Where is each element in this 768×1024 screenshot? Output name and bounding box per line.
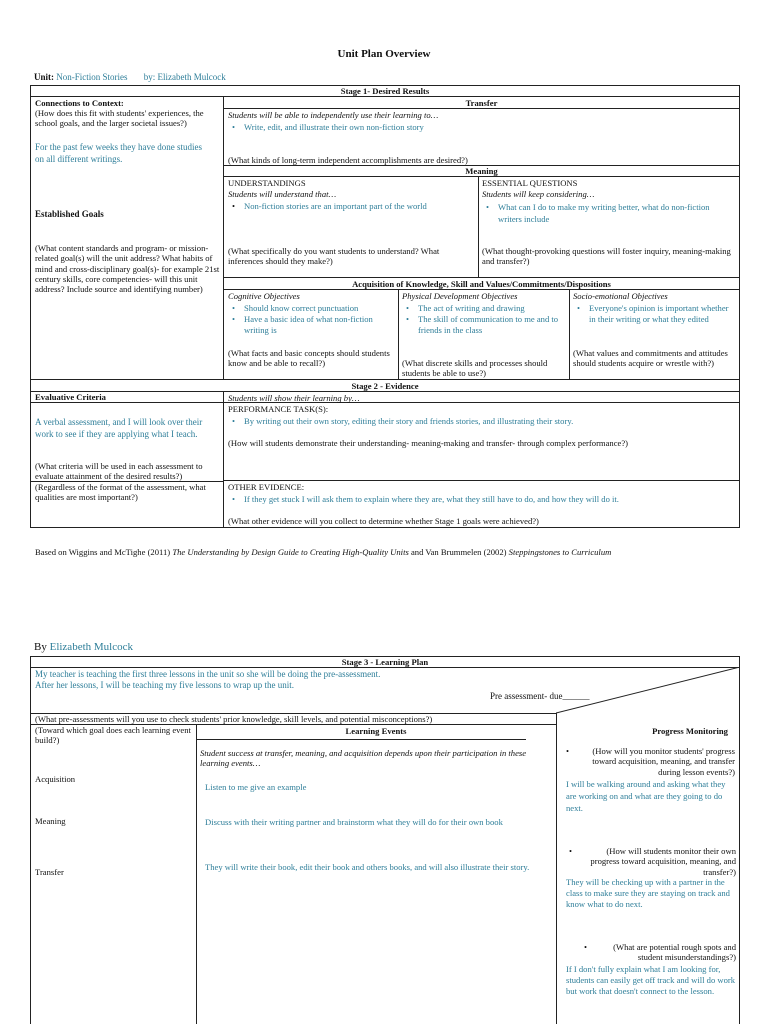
list-item: • The skill of communication to me and to friends in the class (402, 314, 567, 336)
show-intro: Students will show their learning by… (228, 393, 360, 403)
understandings-list (228, 201, 474, 211)
other-evidence-list (228, 494, 736, 504)
list-item: • (What are potential rough spots and student misunderstandings?) (580, 942, 736, 963)
acquisition-label: Acquisition (35, 774, 76, 784)
page2-author (34, 641, 133, 653)
eq-title: ESSENTIAL QUESTIONS (482, 178, 578, 188)
understandings-prompt: (What specifically do you want students to understand? What inferences should they make?) (228, 246, 440, 267)
author-name: Elizabeth Mulcock (49, 641, 133, 653)
stage2-header: Stage 2 - Evidence (351, 381, 419, 391)
citation-part: Based on Wiggins and McTighe (2011) (35, 547, 171, 557)
socio-prompt: (What values and commitments and attitudes should students acquire or wrestle with?) (573, 348, 728, 369)
transfer-list (228, 122, 728, 132)
citation-part: and Van Brummelen (2002) (410, 547, 507, 557)
physical-list (402, 303, 567, 336)
stage1-header: Stage 1- Desired Results (340, 86, 430, 96)
physical-title: Physical Development Objectives (402, 291, 518, 301)
pm-answer-2: They will be checking up with a partner in the class to make sure they are staying on track and know what to do next. (566, 877, 730, 909)
connections-prompt: (How does this fit with students' experiences, the school goals, and the larger societal issues?) (35, 108, 204, 129)
pre-assessment-prompt: (What pre-assessments will you use to check students' prior knowledge, skill levels, and potential misconceptions?) (35, 714, 433, 724)
list-item: • If they get stuck I will ask them to explain where they are, what they still have to do, and how they will do it. (228, 494, 736, 504)
list-item: • Have a basic idea of what non-fiction writing is (228, 314, 396, 336)
cognitive-list (228, 303, 396, 336)
eq-prompt: (What thought-provoking questions will foster inquiry, meaning-making and transfer?) (482, 246, 731, 267)
list-item: • (How will you monitor students' progress toward acquisition, meaning, and transfer during lesson events?) (562, 746, 735, 777)
pm-question-1 (562, 746, 735, 777)
events-intro: Student success at transfer, meaning, and acquisition depends upon their participation in these learning events… (200, 748, 527, 769)
meaning-header: Meaning (465, 166, 498, 176)
performance-prompt: (How will students demonstrate their understanding- meaning-making and transfer- through complex performance?) (228, 438, 629, 448)
transfer-label: Transfer (35, 867, 64, 877)
list-item: • (How will students monitor their own progress toward acquisition, meaning, and transfer?) (565, 846, 736, 877)
acquisition-header: Acquisition of Knowledge, Skill and Values/Commitments/Dispositions (352, 279, 611, 289)
socio-title: Socio-emotional Objectives (573, 291, 668, 301)
cognitive-title: Cognitive Objectives (228, 291, 300, 301)
pm-question-3 (580, 942, 736, 963)
physical-prompt: (What discrete skills and processes should students be able to use?) (402, 358, 548, 379)
list-item: • The act of writing and drawing (402, 303, 567, 314)
understandings-intro: Students will understand that… (228, 189, 337, 199)
page-title: Unit Plan Overview (337, 48, 431, 60)
cognitive-prompt: (What facts and basic concepts should students know and be able to recall?) (228, 348, 390, 369)
established-goals: Established Goals (35, 209, 104, 219)
list-item: • Non-fiction stories are an important part of the world (228, 201, 474, 211)
meaning-label: Meaning (35, 816, 66, 826)
stage3-header: Stage 3 - Learning Plan (341, 657, 429, 667)
connections-title: Connections to Context: (35, 98, 124, 108)
performance-list (228, 416, 736, 426)
intro-line-1: My teacher is teaching the first three lessons in the unit so she will be doing the pre-assessment. (35, 669, 381, 679)
pre-assessment-due: Pre assessment- due______ (490, 691, 590, 701)
list-item: • Should know correct punctuation (228, 303, 396, 314)
transfer-intro: Students will be able to independently use their learning to… (228, 110, 439, 120)
transfer-event: They will write their book, edit their book and others books, and will also illustrate their story. (205, 862, 530, 872)
unit-value: Non-Fiction Stories (56, 72, 128, 82)
pm-question-2 (565, 846, 736, 877)
list-item: • Everyone's opinion is important whether in their writing or what they edited (573, 303, 737, 325)
unit-line (34, 72, 226, 83)
by-label: By (34, 641, 47, 653)
intro-line-2: After her lessons, I will be teaching my five lessons to wrap up the unit. (35, 680, 294, 690)
citation-book-1: The Understanding by Design Guide to Creating High-Quality Units (172, 547, 409, 557)
learning-events-header: Learning Events (345, 726, 407, 736)
eq-intro: Students will keep considering… (482, 189, 595, 199)
list-item: • What can I do to make my writing better, what do non-fiction writers include (482, 201, 722, 225)
left-column-prompt: (Toward which goal does each learning event build?) (35, 725, 191, 746)
list-item: • Write, edit, and illustrate their own non-fiction story (228, 122, 728, 132)
performance-title: PERFORMANCE TASK(S): (228, 404, 329, 414)
goals-prompt: (What content standards and program- or mission-related goal(s) will the unit address? What habits of mind and cross-disciplinary goal(s)- for example 21st century skills, core competencies- will this unit address? Include source and identifying number) (35, 243, 220, 295)
citation (35, 547, 755, 557)
other-evidence-title: OTHER EVIDENCE: (228, 482, 305, 492)
unit-author: by: Elizabeth Mulcock (143, 72, 226, 82)
understandings-title: UNDERSTANDINGS (228, 178, 306, 188)
citation-book-2: Steppingstones to Curriculum (508, 547, 612, 557)
evaluative-title: Evaluative Criteria (35, 392, 106, 402)
other-evidence-prompt: (What other evidence will you collect to determine whether Stage 1 goals were achieved?) (228, 516, 539, 526)
evaluative-answer: A verbal assessment, and I will look over their work to see if they are applying what I teach. (35, 417, 203, 439)
evaluative-prompt-2: (Regardless of the format of the assessment, what qualities are most important?) (35, 482, 206, 503)
acquisition-event: Listen to me give an example (205, 782, 307, 792)
progress-monitoring-header: Progress Monitoring (652, 726, 728, 736)
eq-list (482, 201, 722, 225)
list-item: • By writing out their own story, editing their story and friends stories, and illustrating their story. (228, 416, 736, 426)
pm-answer-3: If I don't fully explain what I am looking for, students can easily get off track and will do work but work that doesn't connect to the lesson. (566, 964, 736, 996)
connections-answer: For the past few weeks they have done studies on all different writings. (35, 142, 202, 164)
meaning-event: Discuss with their writing partner and brainstorm what they will do for their own book (205, 817, 503, 827)
transfer-prompt: (What kinds of long-term independent accomplishments are desired?) (228, 155, 468, 165)
unit-label: Unit: (34, 72, 54, 82)
socio-list (573, 303, 737, 325)
evaluative-prompt-1: (What criteria will be used in each assessment to evaluate attainment of the desired results?) (35, 461, 203, 482)
pm-answer-1: I will be walking around and asking what they are working on and what are they going to do next. (566, 779, 726, 813)
transfer-header: Transfer (465, 98, 498, 108)
